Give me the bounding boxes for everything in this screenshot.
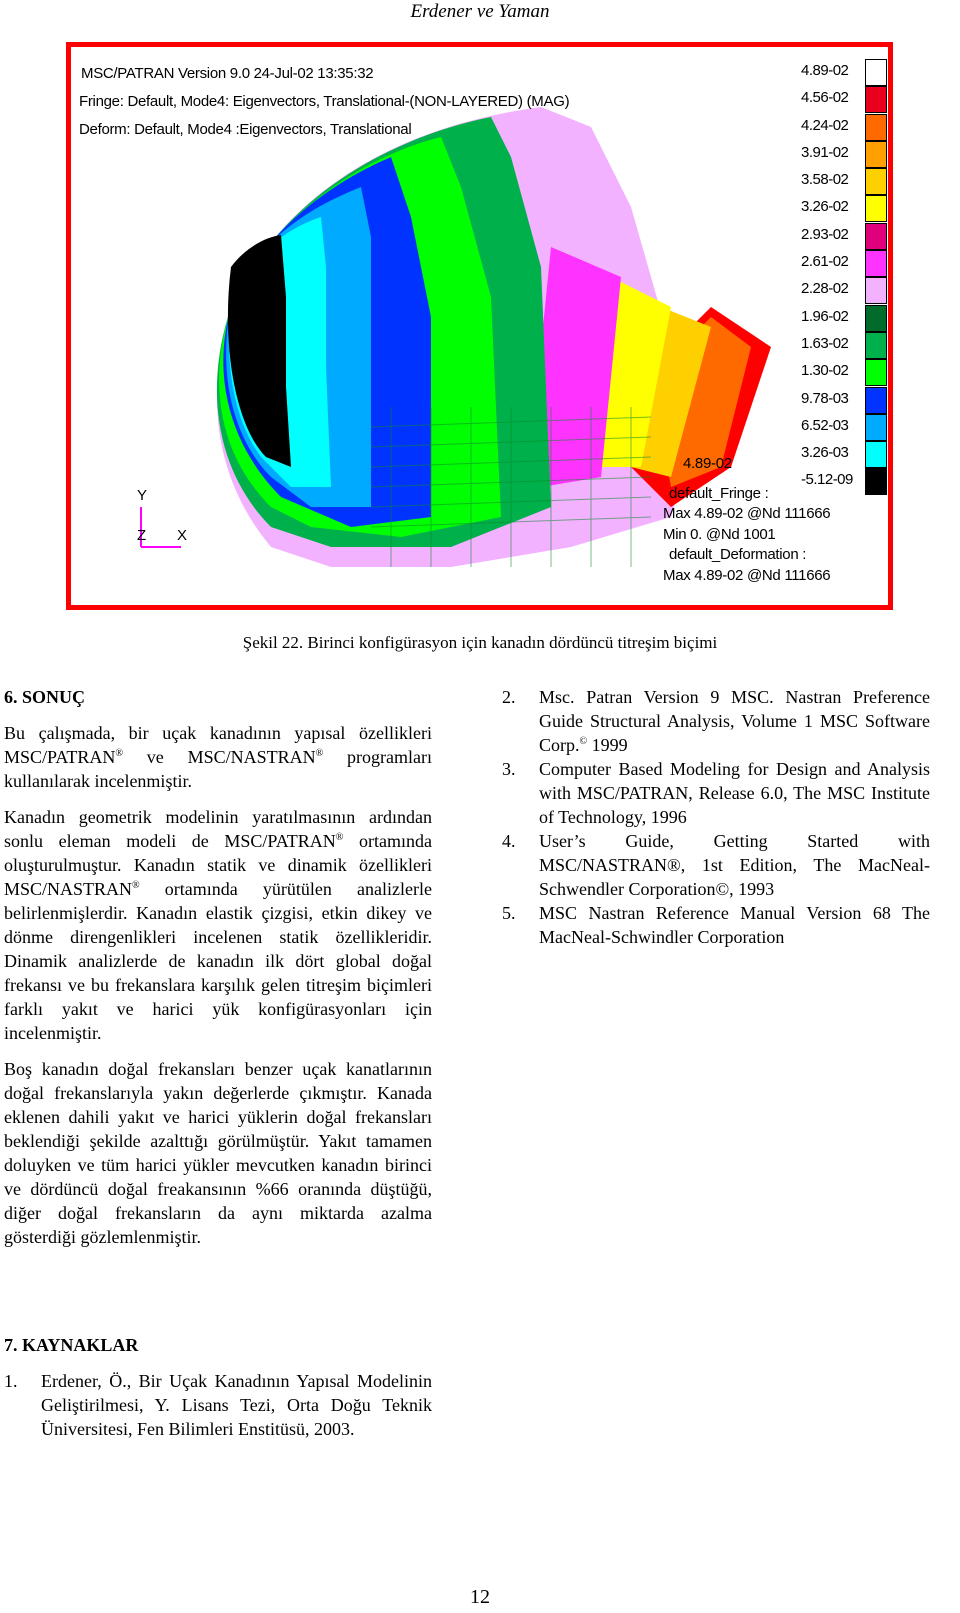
legend-swatch [865,305,887,332]
reference-text: User’s Guide, Getting Started with MSC/NASTRAN®, 1st Edition, The MacNeal-Schwendler Corporation©, 1993 [539,831,930,899]
paragraph-text: programları kullanılarak incelenmiştir. [4,747,432,791]
legend-entry [801,359,887,386]
reference-text: Erdener, Ö., Bir Uçak Kanadının Yapısal Modelinin Geliştirilmesi, Y. Lisans Tezi, Orta Doğu Teknik Üniversitesi, Fen Bilimleri Enstitüsü, 2003. [41,1371,432,1439]
paragraph-text: ortamında oluşturulmuştur. Kanadın statik ve dinamik özellikleri MSC/NASTRAN [4,831,432,899]
legend-entry [801,168,887,195]
reference-number: 4. [502,831,516,851]
legend-swatch [865,223,887,250]
running-header: Erdener ve Yaman [410,1,550,22]
legend-label: 3.91-02 [801,143,849,161]
legend-swatch [865,468,887,495]
result-info-line: default_Fringe : [669,485,769,502]
legend-label: 4.24-02 [801,116,849,134]
legend-entry [801,141,887,168]
reference-item [502,757,930,829]
reference-text: 1999 [587,735,628,755]
legend-swatch [865,359,887,386]
left-column [4,685,432,1261]
result-info-line: Max 4.89-02 @Nd 111666 [663,505,831,522]
legend-entry [801,250,887,277]
legend-entry [801,277,887,304]
legend-label: 2.93-02 [801,225,849,243]
legend-swatch [865,86,887,113]
legend-label: 4.89-02 [801,62,849,79]
registered-mark: ® [335,832,344,843]
result-info-line: default_Deformation : [669,546,807,563]
page-number: 12 [470,1586,490,1608]
legend-label: 3.26-02 [801,198,849,216]
contour-label: 4.89-02 [683,455,732,472]
axis-label-x: X [177,527,187,544]
references-left [4,1333,432,1441]
legend-swatch [865,168,887,195]
legend-label: 4.56-02 [801,89,849,107]
legend-entry [801,414,887,441]
axis-label-z: Z [137,527,146,544]
right-column [502,685,930,949]
legend-label: 3.26-03 [801,444,849,462]
legend-entry [801,223,887,250]
paragraph-text: Kanadın geometrik modelinin yaratılmasının ardından sonlu eleman modeli de MSC/PATRAN [4,807,432,851]
legend-label: 1.96-02 [801,307,849,325]
reference-text: Computer Based Modeling for Design and Analysis with MSC/PATRAN, Release 6.0, The MSC Institute of Technology, 1996 [539,759,930,827]
legend-label: 2.61-02 [801,253,849,271]
legend-entry [801,441,887,468]
legend-label: 6.52-03 [801,416,849,434]
reference-number: 2. [502,687,516,707]
registered-mark: ® [315,748,324,759]
legend-entry [801,195,887,222]
legend-swatch [865,195,887,222]
legend-entry [801,114,887,141]
paragraph-text: ve MSC/NASTRAN [123,747,316,767]
fringe-legend [801,59,887,496]
legend-swatch [865,141,887,168]
section-heading-references: 7. KAYNAKLAR [4,1335,139,1355]
legend-swatch [865,387,887,414]
legend-swatch [865,332,887,359]
legend-swatch [865,114,887,141]
figure-title-line: MSC/PATRAN Version 9.0 24-Jul-02 13:35:32 [81,65,374,82]
legend-swatch [865,441,887,468]
paragraph-text: Bu çalışmada, bir uçak kanadının yapısal özellikleri MSC/PATRAN [4,723,432,767]
legend-entry [801,305,887,332]
legend-entry [801,387,887,414]
legend-label: -5.12-09 [801,471,853,489]
paragraph: Boş kanadın doğal frekansları benzer uçak kanatlarının doğal frekanslarıyla yakın değerlerde çıkmıştır. Kanada eklenen dahili yakıt ve harici yüklerin doğal frekansları beklendiği şekilde azalttığı görülmüştür. Yakıt tamamen doluyken ve tüm harici yükler mevcutken kanadın birinci ve dördüncü doğal freakansının %66 oranında düştüğü, diğer doğal frekansların da aynı miktarda azalma gösterdiği gözlemlenmiştir. [4,1059,432,1247]
legend-label: 1.30-02 [801,362,849,380]
legend-entry [801,86,887,113]
legend-entry [801,468,887,495]
copyright-mark: © [579,736,588,747]
figure-title-line: Deform: Default, Mode4 :Eigenvectors, Translational [79,121,412,138]
fem-mode-shape-figure [66,42,893,610]
legend-label: 1.63-02 [801,334,849,352]
figure-title-line: Fringe: Default, Mode4: Eigenvectors, Translational-(NON-LAYERED) (MAG) [79,93,570,110]
legend-entry [801,332,887,359]
legend-swatch [865,250,887,277]
reference-number: 3. [502,759,516,779]
result-info-line: Max 4.89-02 @Nd 111666 [663,567,831,584]
legend-swatch [865,59,887,86]
figure-caption: Şekil 22. Birinci konfigürasyon için kanadın dördüncü titreşim biçimi [242,633,718,652]
legend-entry [801,59,887,86]
reference-number: 5. [502,903,516,923]
axis-label-y: Y [137,487,147,504]
registered-mark: ® [132,880,140,891]
reference-text: MSC Nastran Reference Manual Version 68 The MacNeal-Schwindler Corporation [539,903,930,947]
legend-swatch [865,277,887,304]
section-heading-conclusion: 6. SONUÇ [4,687,86,707]
reference-item [4,1369,432,1441]
reference-item [502,685,930,757]
reference-item [502,901,930,949]
legend-label: 2.28-02 [801,280,849,298]
reference-item [502,829,930,901]
legend-label: 3.58-02 [801,171,849,189]
paragraph-text: ortamında yürütülen analizlerle belirlenmişlerdir. Kanadın elastik çizgisi, etkin dikey ve dönme direngenlikleri incelenen statik özellikleridir. Dinamik analizlerde de kanadın ilk dört global doğal frekansı ve bu frekanslara karşılık gelen titreşim biçimleri farklı yakıt ve harici yük konfigürasyonları için incelenmiştir. [4,879,432,1043]
paragraph [4,721,432,793]
reference-text: Msc. Patran Version 9 MSC. Nastran Preference Guide Structural Analysis, Volume 1 MSC Software Corp. [539,687,930,755]
reference-number: 1. [4,1371,18,1391]
legend-swatch [865,414,887,441]
legend-label: 9.78-03 [801,389,849,407]
registered-mark: ® [115,748,123,759]
result-info-line: Min 0. @Nd 1001 [663,526,776,543]
paragraph [4,805,432,1045]
